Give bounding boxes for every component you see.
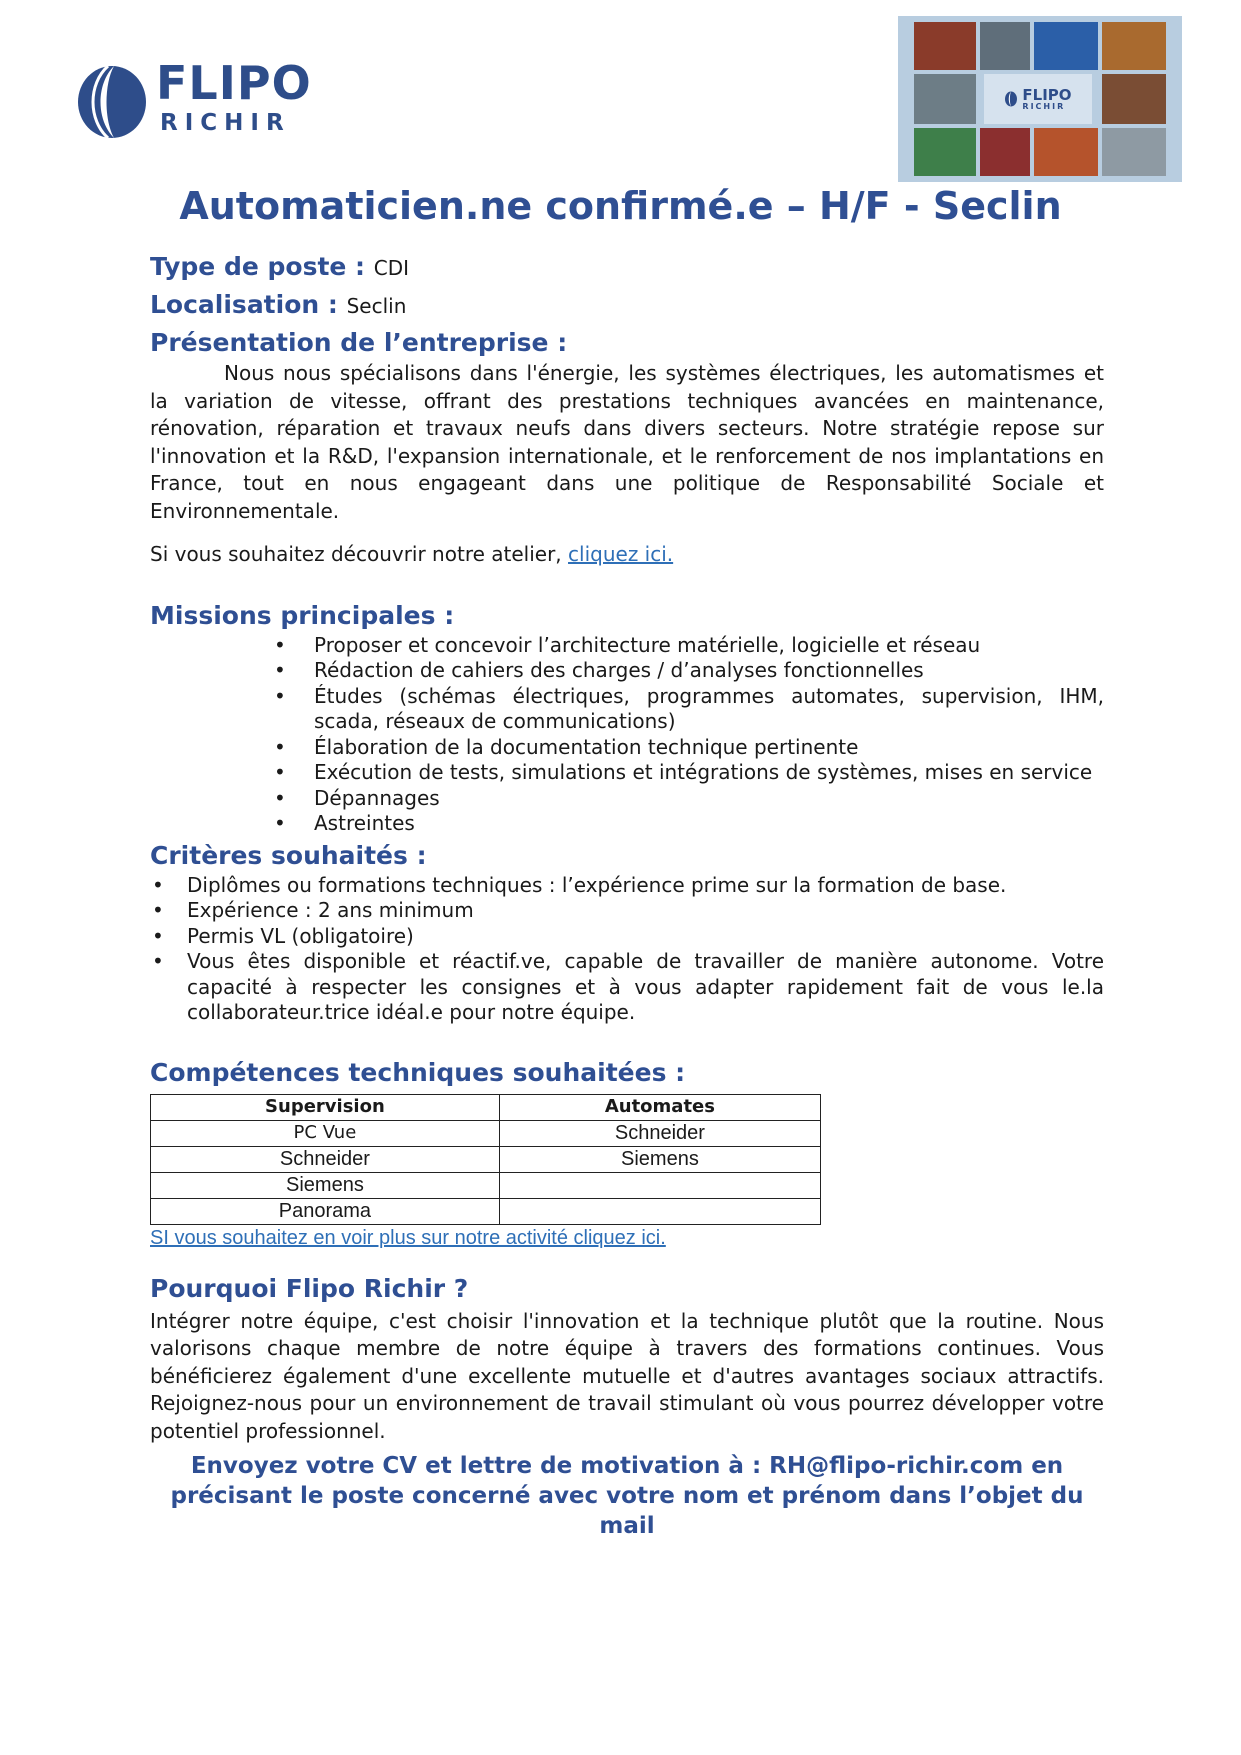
table-row — [151, 1198, 821, 1224]
collage-photo — [1034, 128, 1098, 176]
table-header-row — [151, 1094, 821, 1120]
why-heading: Pourquoi Flipo Richir ? — [150, 1273, 469, 1303]
criteria-list — [150, 873, 1104, 1026]
logo-mark-icon — [74, 64, 150, 140]
badge-logo-mark-icon — [1004, 91, 1018, 107]
collage-photo — [980, 22, 1030, 70]
workshop-line — [150, 541, 1104, 569]
column-header-automates: Automates — [499, 1094, 820, 1120]
workshop-link[interactable]: cliquez ici. — [568, 542, 674, 566]
job-title: Automaticien.ne confirmé.e – H/F - Seclin — [179, 184, 1062, 228]
collage-photo — [1102, 74, 1166, 124]
table-row — [151, 1146, 821, 1172]
badge-text-richir: RICHIR — [1022, 101, 1066, 111]
collage-photo — [1102, 128, 1166, 176]
collage-photo — [914, 128, 976, 176]
list-item: • Proposer et concevoir l’architecture matérielle, logicielle et réseau — [150, 633, 1104, 659]
list-item: • Rédaction de cahiers des charges / d’analyses fonctionnelles — [150, 658, 1104, 684]
company-logo — [74, 56, 334, 146]
table-cell: Panorama — [151, 1198, 500, 1224]
list-item: • Expérience : 2 ans minimum — [150, 898, 1104, 924]
table-cell: Schneider — [151, 1146, 500, 1172]
collage-photo — [914, 22, 976, 70]
location-value: Seclin — [346, 294, 407, 318]
job-type-line — [150, 250, 1104, 285]
workshop-text: Si vous souhaitez découvrir notre atelier, — [150, 542, 569, 566]
table-cell: Siemens — [499, 1146, 820, 1172]
list-item: • Astreintes — [150, 811, 1104, 837]
logo-text-richir: RICHIR — [160, 110, 291, 136]
why-text: Intégrer notre équipe, c'est choisir l'innovation et la technique plutôt que la routine. Nous valorisons chaque membre de notre équipe à travers des formations continues. Vous bénéficierez également d'une excellente mutuelle et d'autres avantages sociaux attractifs. Rejoignez-nous pour un environnement de travail stimulant où vous pourrez développer votre potentiel professionnel. — [150, 1308, 1104, 1443]
badge-text-flipo: FLIPO — [1022, 85, 1072, 104]
workshop-photo-collage — [898, 16, 1182, 182]
skills-heading: Compétences techniques souhaitées : — [150, 1057, 686, 1087]
job-content — [150, 250, 1104, 1541]
table-row — [151, 1120, 821, 1146]
column-header-supervision: Supervision — [151, 1094, 500, 1120]
collage-photo — [914, 74, 976, 124]
list-item: • Élaboration de la documentation technique pertinente — [150, 735, 1104, 761]
skills-table — [150, 1094, 821, 1225]
table-cell: PC Vue — [151, 1120, 500, 1146]
list-item: • Diplômes ou formations techniques : l’expérience prime sur la formation de base. — [150, 873, 1104, 899]
activity-link[interactable]: SI vous souhaitez en voir plus sur notre activité cliquez ici. — [150, 1226, 666, 1249]
location-line — [150, 288, 1104, 323]
table-row — [151, 1172, 821, 1198]
list-item: • Vous êtes disponible et réactif.ve, capable de travailler de manière autonome. Votre capacité à respecter les consignes et à vous adapter rapidement fait de vous le.la collaborateur.trice idéal.e pour notre équipe. — [150, 949, 1104, 1026]
collage-logo-badge — [984, 74, 1092, 124]
collage-photo — [980, 128, 1030, 176]
missions-list — [150, 633, 1104, 837]
list-item: • Études (schémas électriques, programmes automates, supervision, IHM, scada, réseaux de communications) — [150, 684, 1104, 735]
job-type-label: Type de poste : — [150, 252, 366, 281]
job-type-value: CDI — [373, 256, 410, 280]
list-item: • Dépannages — [150, 786, 1104, 812]
table-cell: Schneider — [499, 1120, 820, 1146]
table-cell: Siemens — [151, 1172, 500, 1198]
table-cell — [499, 1172, 820, 1198]
collage-photo — [1034, 22, 1098, 70]
list-item: • Exécution de tests, simulations et intégrations de systèmes, mises en service — [150, 760, 1104, 786]
table-cell — [499, 1198, 820, 1224]
location-label: Localisation : — [150, 290, 338, 319]
collage-photo — [1102, 22, 1166, 70]
application-cta: Envoyez votre CV et lettre de motivation à : RH@flipo-richir.com en précisant le poste concerné avec votre nom et prénom dans l’objet du mail — [170, 1453, 1084, 1539]
presentation-text: Nous nous spécialisons dans l'énergie, les systèmes électriques, les automatismes et la variation de vitesse, offrant des prestations techniques avancées en maintenance, rénovation, réparation et travaux neufs dans divers secteurs. Notre stratégie repose sur l'innovation et la R&D, l'expansion internationale, et le renforcement de nos implantations en France, tout en nous engageant dans une politique de Responsabilité Sociale et Environnementale. — [150, 361, 1104, 523]
presentation-heading: Présentation de l’entreprise : — [150, 328, 568, 357]
list-item: • Permis VL (obligatoire) — [150, 924, 1104, 950]
criteria-heading: Critères souhaités : — [150, 840, 427, 870]
missions-heading: Missions principales : — [150, 600, 455, 630]
logo-text-flipo: FLIPO — [156, 56, 312, 110]
